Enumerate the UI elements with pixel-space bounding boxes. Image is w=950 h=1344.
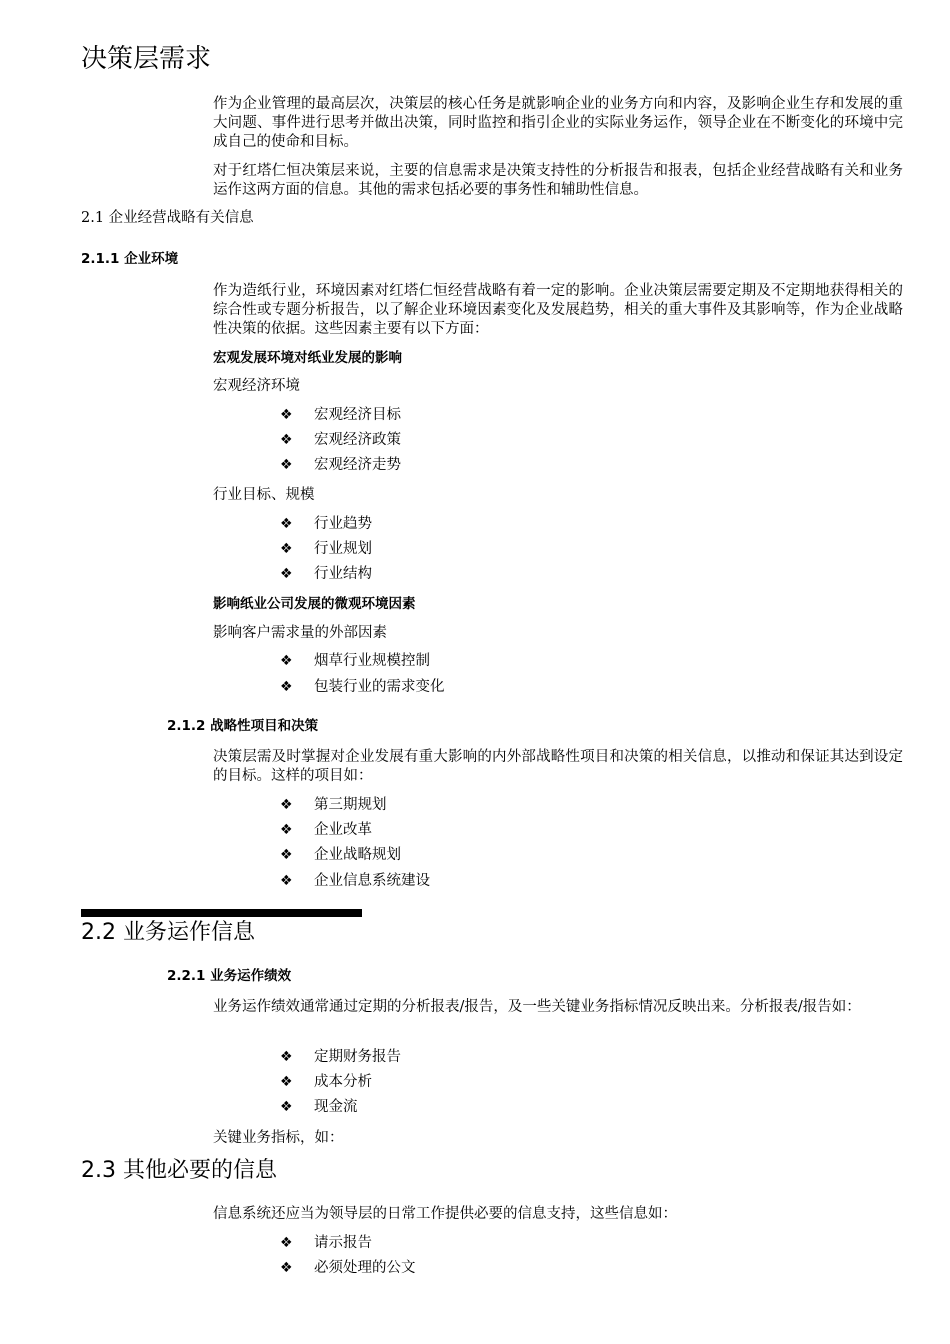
- list-item: ❖ 行业规划: [280, 541, 372, 557]
- list-item: ❖ 必须处理的公文: [280, 1260, 416, 1276]
- intro-paragraph-1: 作为企业管理的最高层次，决策层的核心任务是就影响企业的业务方向和内容，及影响企业生存和发展的重大问题、事件进行思考并做出决策，同时监控和指引企业的实际业务运作，领导企业在不断变化的环境中完成自己的使命和目标。: [213, 96, 903, 150]
- bullet-icon: ❖: [280, 407, 293, 423]
- list-item: ❖ 行业结构: [280, 566, 372, 582]
- bullet-icon: ❖: [280, 822, 293, 838]
- list-item: ❖ 成本分析: [280, 1074, 372, 1090]
- bullet-icon: ❖: [280, 516, 293, 532]
- bullet-icon: ❖: [280, 1074, 293, 1090]
- list-item: ❖ 烟草行业规模控制: [280, 653, 430, 669]
- macro-environment-title: 宏观发展环境对纸业发展的影响: [213, 350, 402, 366]
- section-heading-2-2-1: 2.2.1 业务运作绩效: [167, 968, 292, 984]
- section-heading-2-3: 2.3 其他必要的信息: [81, 1158, 277, 1183]
- section-heading-2-1: 2.1 企业经营战略有关信息: [81, 210, 254, 226]
- list-item: ❖ 请示报告: [280, 1235, 372, 1251]
- section-2-1-2-paragraph: 决策层需及时掌握对企业发展有重大影响的内外部战略性项目和决策的相关信息，以推动和保证其达到设定的目标。这样的项目如：: [213, 749, 903, 784]
- micro-environment-title: 影响纸业公司发展的微观环境因素: [213, 596, 416, 612]
- bullet-icon: ❖: [280, 457, 293, 473]
- bullet-icon: ❖: [280, 1049, 293, 1065]
- list-item: ❖ 宏观经济政策: [280, 432, 401, 448]
- list-item: ❖ 定期财务报告: [280, 1049, 401, 1065]
- section-divider-rule: [81, 909, 362, 917]
- section-2-1-1-paragraph: 作为造纸行业，环境因素对红塔仁恒经营战略有着一定的影响。企业决策层需要定期及不定期地获得相关的综合性或专题分析报告，以了解企业环境因素变化及发展趋势，相关的重大事件及其影响等，作为企业战略性决策的依据。这些因素主要有以下方面：: [213, 283, 903, 337]
- bullet-icon: ❖: [280, 653, 293, 669]
- list-item: ❖ 企业信息系统建设: [280, 873, 430, 889]
- bullet-icon: ❖: [280, 1099, 293, 1115]
- section-heading-2-2: 2.2 业务运作信息: [81, 920, 255, 945]
- industry-label: 行业目标、规模: [213, 487, 315, 503]
- list-item: ❖ 宏观经济目标: [280, 407, 401, 423]
- bullet-icon: ❖: [280, 797, 293, 813]
- list-item: ❖ 行业趋势: [280, 516, 372, 532]
- list-item: ❖ 企业战略规划: [280, 847, 401, 863]
- section-heading-2-1-1: 2.1.1 企业环境: [81, 251, 179, 267]
- bullet-icon: ❖: [280, 541, 293, 557]
- bullet-icon: ❖: [280, 847, 293, 863]
- bullet-icon: ❖: [280, 873, 293, 889]
- section-heading-2-1-2: 2.1.2 战略性项目和决策: [167, 718, 319, 734]
- list-item: ❖ 企业改革: [280, 822, 372, 838]
- bullet-icon: ❖: [280, 432, 293, 448]
- section-2-3-paragraph: 信息系统还应当为领导层的日常工作提供必要的信息支持，这些信息如：: [213, 1206, 677, 1222]
- list-item: ❖ 包装行业的需求变化: [280, 679, 445, 695]
- macro-economy-label: 宏观经济环境: [213, 378, 300, 394]
- intro-paragraph-2: 对于红塔仁恒决策层来说，主要的信息需求是决策支持性的分析报告和报表，包括企业经营战略有关和业务运作这两方面的信息。其他的需求包括必要的事务性和辅助性信息。: [213, 163, 903, 198]
- bullet-icon: ❖: [280, 679, 293, 695]
- micro-factors-label: 影响客户需求量的外部因素: [213, 625, 387, 641]
- list-item: ❖ 现金流: [280, 1099, 358, 1115]
- list-item: ❖ 宏观经济走势: [280, 457, 401, 473]
- bullet-icon: ❖: [280, 1235, 293, 1251]
- section-2-2-1-paragraph: 业务运作绩效通常通过定期的分析报表/报告，及一些关键业务指标情况反映出来。分析报表/报告如：: [213, 999, 861, 1015]
- list-item: ❖ 第三期规划: [280, 797, 387, 813]
- kpi-label: 关键业务指标，如：: [213, 1130, 344, 1146]
- page-title: 决策层需求: [81, 44, 212, 74]
- bullet-icon: ❖: [280, 1260, 293, 1276]
- bullet-icon: ❖: [280, 566, 293, 582]
